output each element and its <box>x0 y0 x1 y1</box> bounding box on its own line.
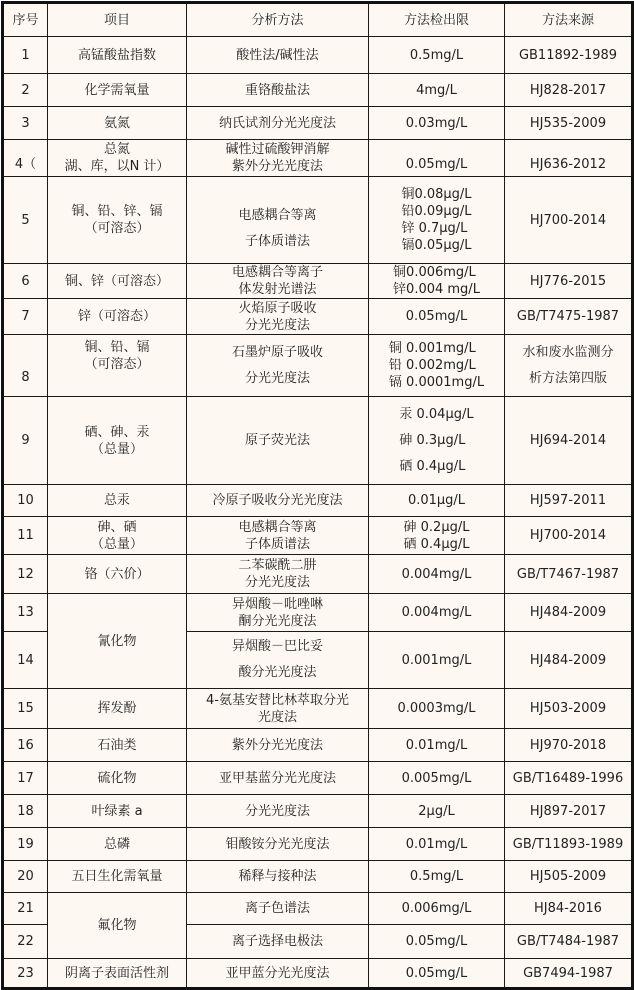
cell-no: 9 <box>3 397 48 485</box>
cell-item <box>48 177 187 264</box>
table-row <box>3 893 633 925</box>
table-row <box>3 959 633 989</box>
cell-method <box>187 594 369 632</box>
cell-item <box>48 485 187 517</box>
method-line: 重铬酸盐法 <box>244 82 310 98</box>
limit-line: 4mg/L <box>416 82 457 98</box>
limit-line: 锌 0.7μg/L <box>401 221 468 236</box>
cell-no: 3 <box>3 107 48 140</box>
item-line: （可溶态） <box>84 221 150 236</box>
method-line: 电感耦合等离子 <box>231 265 323 280</box>
cell-no: 11 <box>3 517 48 555</box>
table-row <box>3 689 633 729</box>
method-line: 二苯碳酰二肼 <box>238 558 317 573</box>
cell-item <box>48 594 187 689</box>
method-line: 电感耦合等离 <box>238 519 317 535</box>
cell-no: 7 <box>3 299 48 335</box>
cell-source <box>505 397 633 485</box>
header-source: 方法来源 <box>505 3 633 37</box>
method-line: 光度法 <box>257 709 297 725</box>
source-line: HJ970-2018 <box>529 737 607 753</box>
cell-limit <box>369 37 505 74</box>
method-line: 火焰原子吸收 <box>238 300 317 316</box>
header-row <box>3 3 633 37</box>
item-line: 总氮 <box>103 142 130 157</box>
table-row <box>3 517 633 555</box>
cell-no: 10 <box>3 485 48 517</box>
header-item: 项目 <box>48 3 187 37</box>
cell-limit <box>369 485 505 517</box>
source-line: HJ776-2015 <box>529 273 607 289</box>
cell-method <box>187 555 369 594</box>
item-line: （总量） <box>90 441 143 457</box>
source-line: GB/T16489-1996 <box>512 770 624 786</box>
cell-limit <box>369 594 505 632</box>
cell-source <box>505 925 633 959</box>
cell-item <box>48 689 187 729</box>
cell-limit <box>369 729 505 762</box>
item-line: 总汞 <box>103 493 130 508</box>
cell-limit <box>369 632 505 689</box>
source-line: GB7494-1987 <box>523 965 613 981</box>
method-line: 亚甲蓝分光光度法 <box>225 965 330 981</box>
item-line: （可溶态） <box>84 357 150 372</box>
item-line: （总量） <box>90 536 143 552</box>
limit-line: 镉0.05μg/L <box>401 238 472 253</box>
cell-method <box>187 632 369 689</box>
source-line: HJ700-2014 <box>529 528 607 543</box>
cell-method <box>187 795 369 828</box>
method-line: 分光光度法 <box>244 575 310 590</box>
cell-no: 17 <box>3 762 48 795</box>
cell-source <box>505 594 633 632</box>
table-row <box>3 177 633 264</box>
cell-method <box>187 299 369 335</box>
item-line: 铜、铅、镉 <box>84 340 150 355</box>
cell-limit <box>369 762 505 795</box>
cell-limit <box>369 74 505 107</box>
table-row <box>3 397 633 485</box>
cell-source <box>505 828 633 861</box>
source-line: HJ484-2009 <box>529 605 607 620</box>
cell-limit <box>369 893 505 925</box>
item-line: 阴离子表面活性剂 <box>64 965 169 981</box>
limit-line: 锌0.004 mg/L <box>393 282 480 297</box>
source-line: HJ484-2009 <box>529 652 607 668</box>
cell-item <box>48 959 187 989</box>
cell-limit <box>369 795 505 828</box>
cell-method <box>187 828 369 861</box>
cell-source <box>505 264 633 299</box>
item-line: 化学需氧量 <box>84 82 150 98</box>
cell-no: 1 <box>3 37 48 74</box>
limit-line: 0.5mg/L <box>409 47 464 63</box>
table-row <box>3 555 633 594</box>
cell-limit <box>369 107 505 140</box>
limit-line: 0.004mg/L <box>401 566 472 582</box>
source-line: GB11892-1989 <box>518 47 618 63</box>
cell-no: 15 <box>3 689 48 729</box>
limit-line: 0.01mg/L <box>405 737 468 753</box>
table-row <box>3 861 633 893</box>
method-line: 分光光度法 <box>244 317 310 333</box>
table-row <box>3 37 633 74</box>
limit-line: 2μg/L <box>418 803 455 819</box>
cell-limit <box>369 689 505 729</box>
cell-method <box>187 959 369 989</box>
cell-source <box>505 689 633 729</box>
table-row <box>3 485 633 517</box>
cell-source <box>505 335 633 397</box>
limit-line: 0.001mg/L <box>401 652 472 668</box>
limit-line: 0.05mg/L <box>405 309 468 324</box>
monitoring-methods-table <box>1 1 634 990</box>
cell-item <box>48 37 187 74</box>
limit-line: 镉 0.0001mg/L <box>388 375 485 390</box>
item-line: 氟化物 <box>97 918 137 933</box>
source-line: 析方法第四版 <box>528 370 607 386</box>
cell-no: 8 <box>3 335 48 397</box>
item-line: 氨氮 <box>103 115 130 131</box>
cell-item <box>48 264 187 299</box>
limit-line: 砷 0.3μg/L <box>399 432 466 448</box>
limit-line: 0.006mg/L <box>401 901 472 916</box>
cell-method <box>187 107 369 140</box>
item-line: 叶绿素 a <box>91 803 143 819</box>
cell-no: 14 <box>3 632 48 689</box>
item-line: 铜、铅、锌、镉 <box>71 204 163 219</box>
limit-line: 铜0.006mg/L <box>393 265 476 280</box>
cell-source <box>505 37 633 74</box>
cell-limit <box>369 828 505 861</box>
source-line: GB/T7484-1987 <box>516 934 620 949</box>
table-row <box>3 299 633 335</box>
method-line: 冷原子吸收分光光度法 <box>212 493 343 508</box>
table-row <box>3 762 633 795</box>
cell-limit <box>369 335 505 397</box>
cell-source <box>505 632 633 689</box>
method-line: 异烟酸－巴比妥 <box>231 639 323 654</box>
cell-no: 23 <box>3 959 48 989</box>
cell-item <box>48 335 187 397</box>
cell-item <box>48 762 187 795</box>
method-line: 碱性过硫酸钾消解 <box>225 142 330 157</box>
cell-source <box>505 729 633 762</box>
limit-line: 0.05mg/L <box>405 157 468 172</box>
limit-line: 铜 0.001mg/L <box>388 341 476 356</box>
method-line: 离子选择电极法 <box>231 934 323 949</box>
cell-item <box>48 140 187 177</box>
cell-no: 20 <box>3 861 48 893</box>
method-line: 离子色谱法 <box>244 901 310 916</box>
method-line: 异烟酸－吡唑啉 <box>231 596 323 612</box>
cell-method <box>187 689 369 729</box>
source-line: HJ535-2009 <box>529 115 607 131</box>
cell-item <box>48 299 187 335</box>
cell-method <box>187 264 369 299</box>
limit-line: 0.05mg/L <box>405 965 468 981</box>
table-row <box>3 594 633 632</box>
cell-method <box>187 335 369 397</box>
cell-source <box>505 485 633 517</box>
item-line: 硫化物 <box>97 770 137 786</box>
cell-source <box>505 959 633 989</box>
cell-no: 22 <box>3 925 48 959</box>
source-line: GB/T11893-1989 <box>512 836 624 852</box>
limit-line: 0.0003mg/L <box>397 701 476 716</box>
table-row <box>3 107 633 140</box>
limit-line: 0.05mg/L <box>405 934 468 949</box>
limit-line: 0.03mg/L <box>405 115 468 131</box>
limit-line: 0.005mg/L <box>401 770 472 786</box>
item-line: 五日生化需氧量 <box>71 869 163 884</box>
cell-source <box>505 762 633 795</box>
method-line: 分光光度法 <box>244 803 310 819</box>
table-row <box>3 335 633 397</box>
cell-method <box>187 37 369 74</box>
cell-item <box>48 397 187 485</box>
cell-method <box>187 485 369 517</box>
method-line: 紫外分光光度法 <box>231 737 323 753</box>
cell-method <box>187 762 369 795</box>
table-row <box>3 140 633 177</box>
cell-method <box>187 925 369 959</box>
cell-item <box>48 828 187 861</box>
cell-no: 21 <box>3 893 48 925</box>
limit-line: 汞 0.04μg/L <box>399 406 474 422</box>
header-no: 序号 <box>3 3 48 37</box>
cell-limit <box>369 555 505 594</box>
source-line: HJ694-2014 <box>529 433 607 448</box>
method-line: 体发射光谱法 <box>238 282 317 297</box>
cell-method <box>187 517 369 555</box>
cell-method <box>187 140 369 177</box>
item-line: 氰化物 <box>97 633 137 649</box>
cell-source <box>505 517 633 555</box>
table-row <box>3 264 633 299</box>
cell-no: 19 <box>3 828 48 861</box>
cell-limit <box>369 925 505 959</box>
source-line: GB/T7467-1987 <box>516 566 620 582</box>
table-row <box>3 74 633 107</box>
cell-no: 13 <box>3 594 48 632</box>
cell-method <box>187 177 369 264</box>
cell-item <box>48 893 187 959</box>
limit-line: 铜0.08μg/L <box>401 187 472 202</box>
cell-source <box>505 299 633 335</box>
cell-method <box>187 397 369 485</box>
cell-limit <box>369 517 505 555</box>
cell-item <box>48 107 187 140</box>
source-line: HJ503-2009 <box>529 701 607 716</box>
source-line: HJ897-2017 <box>529 803 607 819</box>
cell-limit <box>369 861 505 893</box>
source-line: HJ828-2017 <box>529 82 607 98</box>
cell-no: 2 <box>3 74 48 107</box>
limit-line: 铅0.09μg/L <box>401 204 472 219</box>
source-line: HJ505-2009 <box>529 869 607 884</box>
cell-source <box>505 177 633 264</box>
cell-method <box>187 893 369 925</box>
item-line: 砷、硒 <box>97 519 137 535</box>
item-line: 湖、库，以N 计） <box>64 159 170 174</box>
limit-line: 0.01mg/L <box>405 836 468 852</box>
cell-source <box>505 140 633 177</box>
cell-limit <box>369 264 505 299</box>
method-line: 钼酸铵分光光度法 <box>225 836 330 852</box>
cell-item <box>48 729 187 762</box>
cell-limit <box>369 140 505 177</box>
method-line: 电感耦合等离 <box>238 208 317 223</box>
method-line: 亚甲基蓝分光光度法 <box>218 770 336 786</box>
method-line: 原子荧光法 <box>244 433 310 448</box>
table-row <box>3 795 633 828</box>
cell-item <box>48 555 187 594</box>
method-line: 分光光度法 <box>244 370 310 386</box>
method-line: 酮分光光度法 <box>238 613 317 629</box>
cell-source <box>505 555 633 594</box>
source-line: HJ597-2011 <box>529 493 607 508</box>
item-line: 硒、砷、汞 <box>84 424 150 440</box>
cell-no: 4（ <box>3 140 48 177</box>
cell-source <box>505 795 633 828</box>
item-line: 铜、锌（可溶态） <box>64 273 169 289</box>
limit-line: 0.004mg/L <box>401 605 472 620</box>
cell-method <box>187 729 369 762</box>
method-line: 石墨炉原子吸收 <box>231 344 323 360</box>
cell-no: 6 <box>3 264 48 299</box>
cell-method <box>187 861 369 893</box>
cell-limit <box>369 397 505 485</box>
limit-line: 铅 0.002mg/L <box>388 358 476 373</box>
cell-source <box>505 893 633 925</box>
cell-source <box>505 107 633 140</box>
source-line: HJ84-2016 <box>534 901 602 916</box>
header-method: 分析方法 <box>187 3 369 37</box>
item-line: 高锰酸盐指数 <box>77 47 156 63</box>
method-line: 稀释与接种法 <box>238 869 317 884</box>
cell-no: 18 <box>3 795 48 828</box>
method-line: 紫外分光光度法 <box>231 159 323 174</box>
table-row <box>3 729 633 762</box>
source-line: GB/T7475-1987 <box>516 309 620 324</box>
cell-source <box>505 74 633 107</box>
item-line: 石油类 <box>97 737 137 753</box>
cell-no: 12 <box>3 555 48 594</box>
cell-limit <box>369 299 505 335</box>
method-line: 酸分光光度法 <box>238 665 317 680</box>
table-row <box>3 828 633 861</box>
cell-limit <box>369 959 505 989</box>
item-line: 总磷 <box>103 836 130 852</box>
source-line: HJ636-2012 <box>529 157 607 172</box>
item-line: 锌（可溶态） <box>77 309 156 324</box>
header-limit: 方法检出限 <box>369 3 505 37</box>
source-line: HJ700-2014 <box>529 212 607 228</box>
cell-item <box>48 795 187 828</box>
cell-no: 16 <box>3 729 48 762</box>
cell-item <box>48 861 187 893</box>
method-line: 酸性法/碱性法 <box>236 47 319 63</box>
cell-source <box>505 861 633 893</box>
method-line: 子体质谱法 <box>244 234 310 249</box>
limit-line: 0.5mg/L <box>409 869 464 884</box>
limit-line: 硒 0.4μg/L <box>399 458 466 474</box>
method-line: 纳氏试剂分光光度法 <box>218 115 336 131</box>
cell-no: 5 <box>3 177 48 264</box>
item-line: 铬（六价） <box>84 566 150 582</box>
method-line: 4-氨基安替比林萃取分光 <box>206 692 349 708</box>
source-line: 水和废水监测分 <box>522 344 614 360</box>
cell-method <box>187 74 369 107</box>
cell-item <box>48 517 187 555</box>
cell-limit <box>369 177 505 264</box>
limit-line: 硒 0.4μg/L <box>403 536 470 552</box>
limit-line: 0.01μg/L <box>407 493 466 508</box>
item-line: 挥发酚 <box>97 701 137 716</box>
method-line: 子体质谱法 <box>244 536 310 552</box>
cell-item <box>48 74 187 107</box>
limit-line: 砷 0.2μg/L <box>403 519 470 535</box>
